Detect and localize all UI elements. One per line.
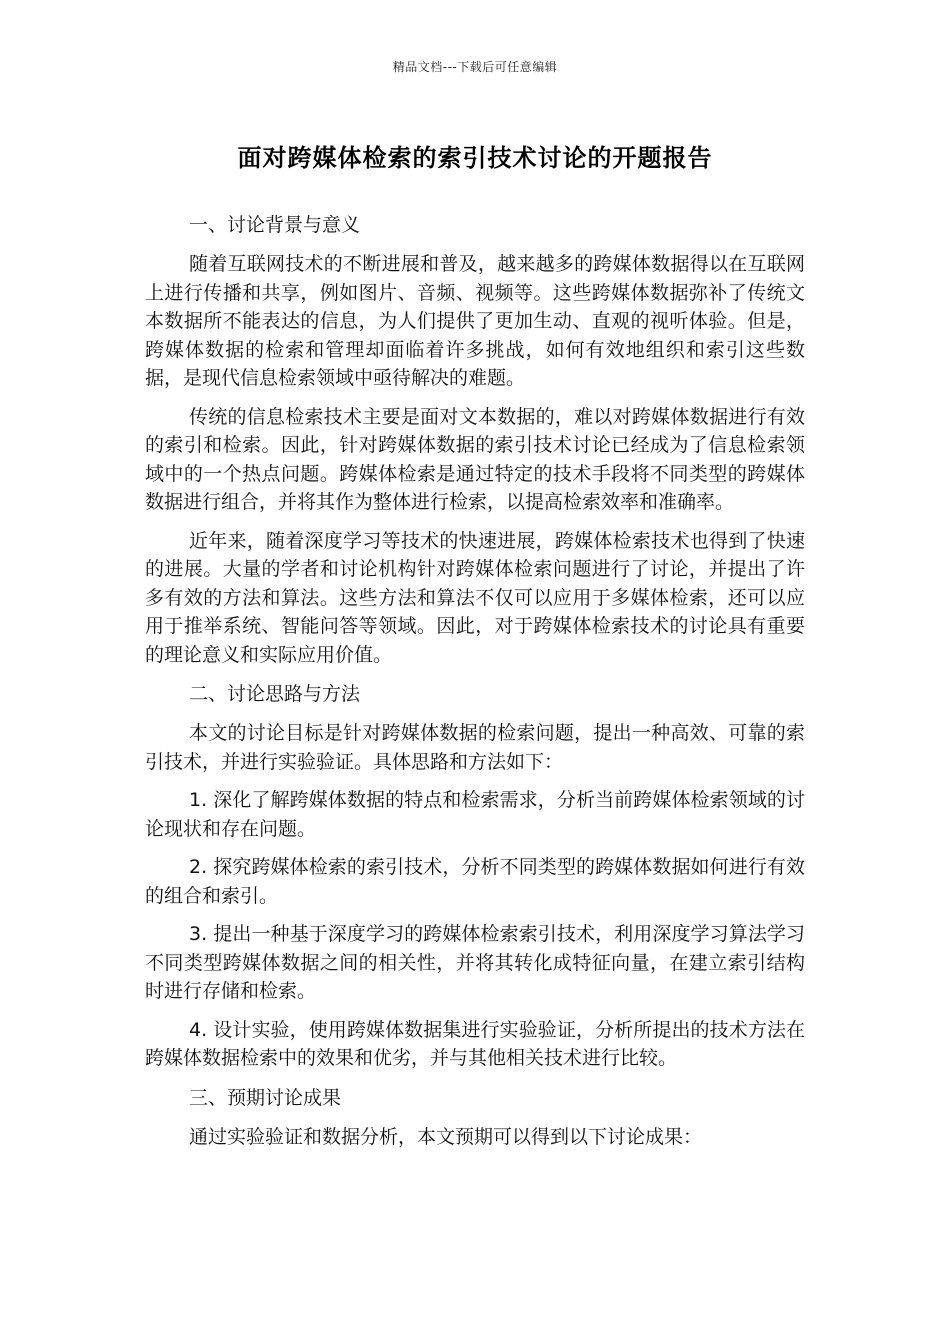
list-item: 3. 提出一种基于深度学习的跨媒体检索索引技术，利用深度学习算法学习不同类型跨媒体数据之间的相关性，并将其转化成特征向量，在建立索引结构时进行存储和检索。 — [145, 923, 805, 1002]
page-title: 面对跨媒体检索的索引技术讨论的开题报告 — [237, 144, 713, 172]
list-item: 2. 探究跨媒体检索的索引技术，分析不同类型的跨媒体数据如何进行有效的组合和索引。 — [145, 856, 805, 907]
list-item: 1. 深化了解跨媒体数据的特点和检索需求，分析当前跨媒体检索领域的讨论现状和存在问题。 — [145, 789, 805, 840]
paragraph: 近年来，随着深度学习等技术的快速进展，跨媒体检索技术也得到了快速的进展。大量的学者和讨论机构针对跨媒体检索问题进行了讨论，并提出了许多有效的方法和算法。这些方法和算法不仅可以应用于多媒体检索，还可以应用于推举系统、智能问答等领域。因此，对于跨媒体检索技术的讨论具有重要的理论意义和实际应用价值。 — [145, 529, 805, 666]
section-heading-outcomes: 三、预期讨论成果 — [189, 1086, 342, 1109]
paragraph: 通过实验验证和数据分析，本文预期可以得到以下讨论成果： — [189, 1125, 703, 1148]
paragraph: 本文的讨论目标是针对跨媒体数据的检索问题，提出一种高效、可靠的索引技术，并进行实验验证。具体思路和方法如下： — [145, 722, 805, 773]
document-body — [145, 210, 805, 1161]
list-item: 4. 设计实验，使用跨媒体数据集进行实验验证，分析所提出的技术方法在跨媒体数据检索中的效果和优劣，并与其他相关技术进行比较。 — [145, 1018, 805, 1069]
paragraph: 随着互联网技术的不断进展和普及，越来越多的跨媒体数据得以在互联网上进行传播和共享，例如图片、音频、视频等。这些跨媒体数据弥补了传统文本数据所不能表达的信息，为人们提供了更加生动、直观的视听体验。但是，跨媒体数据的检索和管理却面临着许多挑战，如何有效地组织和索引这些数据，是现代信息检索领域中亟待解决的难题。 — [145, 253, 805, 389]
header-note: 精品文档---下载后可任意编辑 — [392, 60, 558, 74]
paragraph: 传统的信息检索技术主要是面对文本数据的，难以对跨媒体数据进行有效的索引和检索。因此，针对跨媒体数据的索引技术讨论已经成为了信息检索领域中的一个热点问题。跨媒体检索是通过特定的技术手段将不同类型的跨媒体数据进行组合，并将其作为整体进行检索，以提高检索效率和准确率。 — [145, 405, 805, 513]
section-heading-methods: 二、讨论思路与方法 — [189, 683, 361, 705]
section-heading-background: 一、讨论背景与意义 — [189, 214, 361, 236]
